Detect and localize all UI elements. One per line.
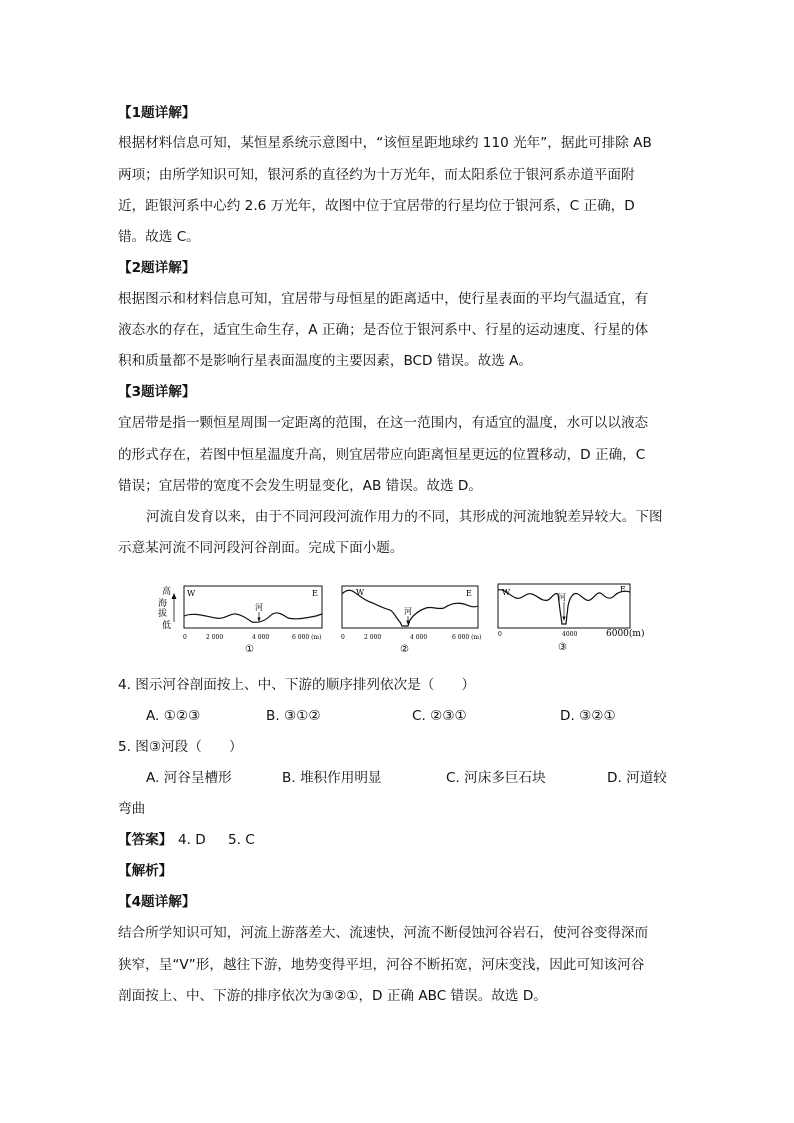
section3-line: 的形式存在，若图中恒星温度升高，则宜居带应向距离恒星更远的位置移动，D 正确，C [118,447,646,463]
river-label: 河 [255,603,263,612]
q5-option-d: D. 河道较 [607,770,667,786]
profile-panel-2 [341,586,481,655]
x-tick-label: 2 000 [206,634,224,641]
east-label: E [620,585,626,594]
answer-4: 4. D [178,832,206,848]
x-tick-label: 0 [498,631,502,638]
section1-line: 根据材料信息可知，某恒星系统示意图中，“该恒星距地球约 110 光年”，据此可排除 AB [118,135,652,151]
east-label: E [312,589,318,598]
panel-caption: ② [400,644,409,655]
q5-option-a: A. 河谷呈槽形 [146,770,232,786]
intro-line: 河流自发育以来，由于不同河段河流作用力的不同，其形成的河流地貌差异较大。下图 [146,509,663,525]
x-tick-label: 6 000 (m) [292,634,322,641]
profile-panel-3 [498,584,644,653]
y-axis-label-1: 海 [158,599,168,609]
west-label: W [356,588,365,597]
valley-profile-figure [158,580,645,655]
analysis-heading: 【解析】 [118,863,173,879]
answer-label: 【答案】 [118,832,173,848]
y-axis-high-label: 高 [162,587,172,597]
west-label: W [187,589,196,598]
section1-line: 错。故选 C。 [118,229,200,245]
x-tick-label: 0 [183,634,187,641]
section2-line: 液态水的存在，适宜生命生存，A 正确；是否位于银河系中、行星的运动速度、行星的体 [118,322,649,338]
q4-stem: 4. 图示河谷剖面按上、中、下游的顺序排列依次是（ ） [118,677,476,693]
river-label: 河 [404,607,412,616]
section2-line: 积和质量都不是影响行星表面温度的主要因素，BCD 错误。故选 A。 [118,353,533,369]
q5-option-c: C. 河床多巨石块 [446,770,546,786]
section4-heading: 【4题详解】 [118,894,196,910]
x-tick-label: 2 000 [364,634,382,641]
east-label: E [466,589,472,598]
x-tick-label: 4000 [562,631,578,638]
y-axis-arrowhead [172,593,177,599]
profile-panel-1 [158,585,322,655]
river-label: 河 [558,593,566,602]
west-label: W [502,588,511,597]
river-pointer-head [562,617,565,622]
section4-line: 剖面按上、中、下游的排序依次为③②①，D 正确 ABC 错误。故选 D。 [118,988,547,1004]
q5-option-b: B. 堆积作用明显 [282,770,382,786]
terrain-profile [184,613,322,622]
q4-option-c: C. ②③① [412,708,467,724]
x-tick-label: 0 [341,634,345,641]
q4-option-d: D. ③②① [560,708,616,724]
section1-heading: 【1题详解】 [118,105,196,121]
section3-line: 宜居带是指一颗恒星周围一定距离的范围，在这一范围内，有适宜的温度，水可以以液态 [118,415,649,431]
q5-option-d-continued: 弯曲 [118,801,146,817]
section3-line: 错误；宜居带的宽度不会发生明显变化，AB 错误。故选 D。 [118,478,482,494]
section1-line: 近，距银河系中心约 2.6 万光年，故图中位于宜居带的行星均位于银河系，C 正确，D [118,198,635,214]
x-tick-label: 4 000 [410,634,428,641]
x-tick-label: 4 000 [252,634,270,641]
section2-heading: 【2题详解】 [118,260,196,276]
intro-line: 示意某河流不同河段河谷剖面。完成下面小题。 [118,540,404,556]
x-tick-label: 6 000 (m) [452,634,482,641]
section4-line: 狭窄，呈“V”形，越往下游，地势变得平坦，河谷不断拓宽，河床变浅，因此可知该河谷 [118,957,645,973]
y-axis-low-label: 低 [162,621,172,631]
q4-option-b: B. ③①② [266,708,321,724]
section3-heading: 【3题详解】 [118,384,196,400]
q4-option-a: A. ①②③ [146,708,201,724]
y-axis-label-2: 拔 [158,609,168,619]
answer-5: 5. C [228,832,255,848]
section4-line: 结合所学知识可知，河流上游落差大、流速快，河流不断侵蚀河谷岩石，使河谷变得深而 [118,925,649,941]
section2-line: 根据图示和材料信息可知，宜居带与母恒星的距离适中，使行星表面的平均气温适宜，有 [118,291,649,307]
panel-caption: ③ [558,642,567,653]
section1-line: 两项；由所学知识可知，银河系的直径约为十万光年，而太阳系位于银河系赤道平面附 [118,167,635,183]
panel-caption: ① [245,644,254,655]
x-tick-label: 6000(m) [606,629,645,639]
q5-stem: 5. 图③河段（ ） [118,739,243,755]
